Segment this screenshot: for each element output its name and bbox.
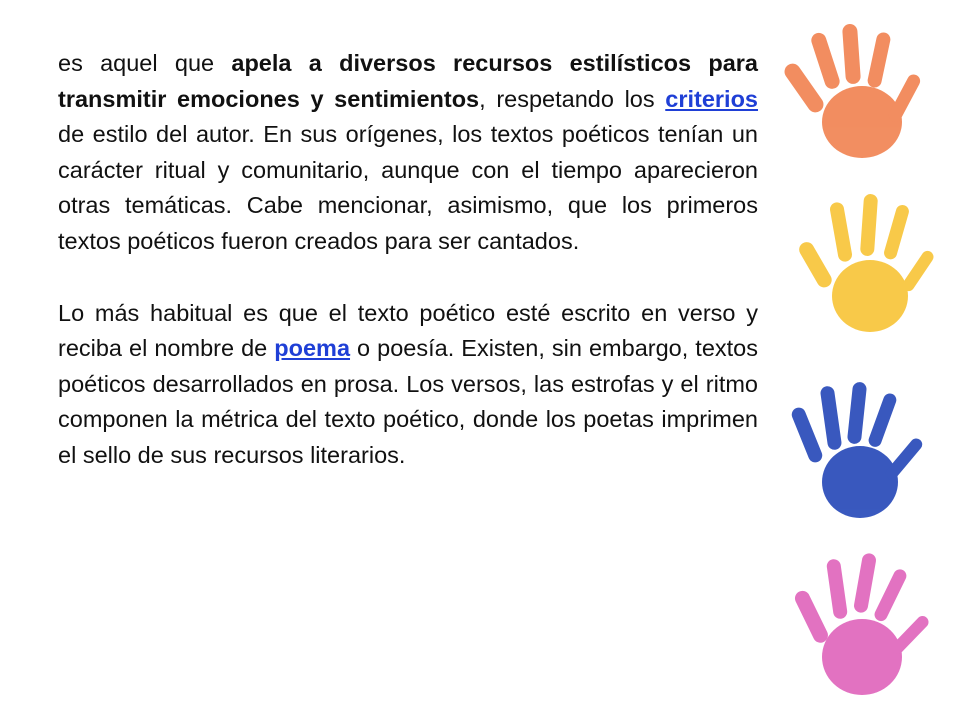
paragraph-1-bold-phrase: apela a diversos recursos estilísticos para transmitir emociones y sentimientos [58, 50, 758, 112]
paragraph-2-text-2: o poesía. Existen, sin embargo, textos poéticos desarrollados en prosa. Los versos, las estrofas y el ritmo componen la métrica del texto poético, donde los poetas imprimen el sello de sus recursos literarios. [58, 335, 758, 468]
criterios-link[interactable]: criterios [665, 85, 759, 112]
paragraph-2-text-1: Lo más habitual es que el texto poético esté escrito en verso y reciba el nombre de [58, 299, 758, 362]
yellow-handprint-icon [790, 188, 940, 343]
text-block [58, 46, 758, 474]
handprints-column [770, 0, 960, 720]
poema-link[interactable]: poema [274, 335, 351, 362]
blue-handprint-icon [790, 378, 940, 538]
paragraph-1-text-2: , respetando los [479, 85, 666, 112]
paragraph-1-text-1: es aquel que [58, 50, 232, 76]
paragraph-2 [58, 296, 758, 474]
paragraph-1-text-3: de estilo del autor. En sus orígenes, los textos poéticos tenían un carácter ritual y comunitario, aunque con el tiempo aparecieron otras temáticas. Cabe mencionar, asimismo, que los primeros textos poéticos fueron creados para ser cantados. [58, 121, 758, 254]
pink-handprint-icon [790, 545, 940, 710]
paragraph-1 [58, 46, 758, 260]
orange-handprint-icon [780, 20, 930, 170]
